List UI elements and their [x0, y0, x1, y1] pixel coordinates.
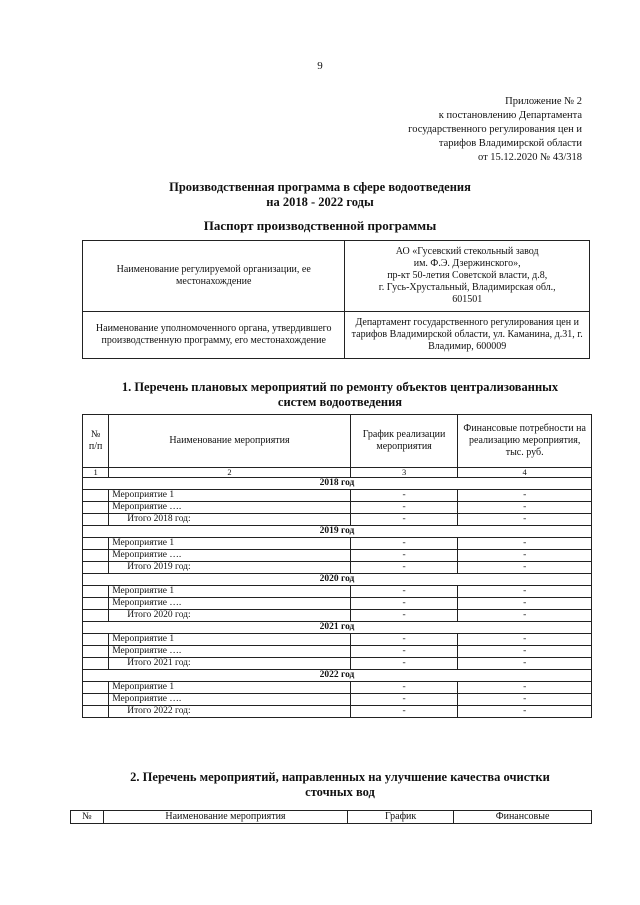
header-cell: № п/п — [83, 415, 109, 468]
year-row — [83, 478, 592, 490]
year-label: 2022 год — [83, 670, 592, 682]
table-row — [83, 538, 592, 550]
finance-cell: - — [458, 646, 592, 658]
section2-title — [70, 770, 610, 800]
header-cell: График реализации мероприятия — [350, 415, 457, 468]
table-row — [83, 550, 592, 562]
appendix-line: Приложение № 2 — [505, 96, 582, 107]
column-number: 2 — [109, 468, 351, 478]
header-cell: № — [71, 811, 104, 824]
year-row — [83, 670, 592, 682]
finance-cell: - — [458, 598, 592, 610]
row-number-cell — [83, 514, 109, 526]
passport-value — [345, 241, 590, 312]
passport-title: Паспорт производственной программы — [203, 218, 437, 233]
column-number-row — [83, 468, 592, 478]
finance-cell: - — [458, 562, 592, 574]
table-row — [83, 682, 592, 694]
finance-cell: - — [458, 538, 592, 550]
year-label: 2019 год — [83, 526, 592, 538]
section1-title — [70, 380, 610, 410]
table-row — [83, 514, 592, 526]
table-row — [83, 694, 592, 706]
schedule-cell: - — [350, 682, 457, 694]
title-line: на 2018 - 2022 годы — [266, 195, 374, 209]
table-row — [83, 562, 592, 574]
table-header-row — [83, 415, 592, 468]
measure-name-cell: Итого 2018 год: — [109, 514, 351, 526]
table-row — [83, 610, 592, 622]
header-cell: Финансовые потребности на реализацию мероприятия, тыс. руб. — [458, 415, 592, 468]
repair-measures-table — [82, 414, 592, 718]
column-number: 4 — [458, 468, 592, 478]
measure-name-cell: Мероприятие …. — [109, 502, 351, 514]
measure-name-cell: Мероприятие 1 — [109, 586, 351, 598]
section-title-line: систем водоотведения — [277, 395, 403, 409]
table-row — [83, 634, 592, 646]
row-number-cell — [83, 490, 109, 502]
finance-cell: - — [458, 550, 592, 562]
row-number-cell — [83, 694, 109, 706]
schedule-cell: - — [350, 610, 457, 622]
measure-name-cell: Мероприятие 1 — [109, 682, 351, 694]
row-number-cell — [83, 658, 109, 670]
table-row — [83, 646, 592, 658]
measure-name-cell: Мероприятие 1 — [109, 538, 351, 550]
finance-cell: - — [458, 586, 592, 598]
finance-cell: - — [458, 682, 592, 694]
row-number-cell — [83, 502, 109, 514]
measure-name-cell: Мероприятие …. — [109, 550, 351, 562]
appendix-line: государственного регулирования цен и — [408, 124, 582, 135]
schedule-cell: - — [350, 634, 457, 646]
schedule-cell: - — [350, 586, 457, 598]
passport-value-line: АО «Гусевский стекольный завод — [395, 246, 539, 257]
measure-name-cell: Итого 2021 год: — [109, 658, 351, 670]
row-number-cell — [83, 538, 109, 550]
schedule-cell: - — [350, 538, 457, 550]
row-number-cell — [83, 598, 109, 610]
schedule-cell: - — [350, 502, 457, 514]
row-number-cell — [83, 634, 109, 646]
measure-name-cell: Итого 2020 год: — [109, 610, 351, 622]
finance-cell: - — [458, 658, 592, 670]
year-label: 2018 год — [83, 478, 592, 490]
row-number-cell — [83, 610, 109, 622]
row-number-cell — [83, 562, 109, 574]
schedule-cell: - — [350, 562, 457, 574]
passport-row — [83, 241, 590, 312]
row-number-cell — [83, 646, 109, 658]
passport-value-line: им. Ф.Э. Дзержинского», — [413, 258, 521, 269]
measure-name-cell: Мероприятие …. — [109, 694, 351, 706]
finance-cell: - — [458, 490, 592, 502]
passport-value: Департамент государственного регулирования цен и тарифов Владимирской области, ул. Каманина, д.31, г. Владимир, 600009 — [345, 312, 590, 359]
measure-name-cell: Мероприятие …. — [109, 646, 351, 658]
measure-name-cell: Мероприятие 1 — [109, 634, 351, 646]
passport-value-line: пр-кт 50-летия Советской власти, д.8, — [387, 270, 548, 281]
finance-cell: - — [458, 610, 592, 622]
table-row — [83, 502, 592, 514]
header-cell: График — [348, 811, 454, 824]
measure-name-cell: Мероприятие 1 — [109, 490, 351, 502]
schedule-cell: - — [350, 694, 457, 706]
measure-name-cell: Итого 2022 год: — [109, 706, 351, 718]
header-cell: Наименование мероприятия — [109, 415, 351, 468]
quality-measures-table — [70, 810, 592, 824]
finance-cell: - — [458, 634, 592, 646]
page-number: 9 — [317, 60, 323, 72]
schedule-cell: - — [350, 514, 457, 526]
year-row — [83, 574, 592, 586]
passport-value-line: г. Гусь-Хрустальный, Владимирская обл., — [378, 282, 556, 293]
schedule-cell: - — [350, 598, 457, 610]
document-title — [0, 180, 640, 210]
row-number-cell — [83, 586, 109, 598]
passport-value-line: 601501 — [452, 294, 483, 305]
year-row — [83, 622, 592, 634]
table-row — [83, 598, 592, 610]
finance-cell: - — [458, 514, 592, 526]
passport-table — [82, 240, 590, 359]
measure-name-cell: Мероприятие …. — [109, 598, 351, 610]
passport-label: Наименование регулируемой организации, ее местонахождение — [83, 241, 345, 312]
section-title-line: 2. Перечень мероприятий, направленных на улучшение качества очистки — [130, 770, 550, 784]
header-cell: Финансовые — [454, 811, 592, 824]
row-number-cell — [83, 550, 109, 562]
appendix-line: к постановлению Департамента — [438, 110, 582, 121]
appendix-line: от 15.12.2020 № 43/318 — [477, 152, 582, 163]
section-title-line: сточных вод — [305, 785, 375, 799]
schedule-cell: - — [350, 550, 457, 562]
table-row — [83, 490, 592, 502]
row-number-cell — [83, 682, 109, 694]
finance-cell: - — [458, 706, 592, 718]
section-title-line: 1. Перечень плановых мероприятий по ремонту объектов централизованных — [121, 380, 559, 394]
table-header-row — [71, 811, 592, 824]
year-row — [83, 526, 592, 538]
schedule-cell: - — [350, 658, 457, 670]
schedule-cell: - — [350, 490, 457, 502]
appendix-line: тарифов Владимирской области — [438, 138, 582, 149]
title-line: Производственная программа в сфере водоотведения — [169, 180, 471, 194]
finance-cell: - — [458, 502, 592, 514]
header-cell: Наименование мероприятия — [103, 811, 347, 824]
table-row — [83, 658, 592, 670]
year-label: 2021 год — [83, 622, 592, 634]
year-label: 2020 год — [83, 574, 592, 586]
column-number: 3 — [350, 468, 457, 478]
column-number: 1 — [83, 468, 109, 478]
measure-name-cell: Итого 2019 год: — [109, 562, 351, 574]
row-number-cell — [83, 706, 109, 718]
table-row — [83, 586, 592, 598]
schedule-cell: - — [350, 646, 457, 658]
schedule-cell: - — [350, 706, 457, 718]
finance-cell: - — [458, 694, 592, 706]
passport-label: Наименование уполномоченного органа, утвердившего производственную программу, его местонахождение — [83, 312, 345, 359]
table-row — [83, 706, 592, 718]
appendix-block — [352, 95, 582, 165]
passport-row — [83, 312, 590, 359]
